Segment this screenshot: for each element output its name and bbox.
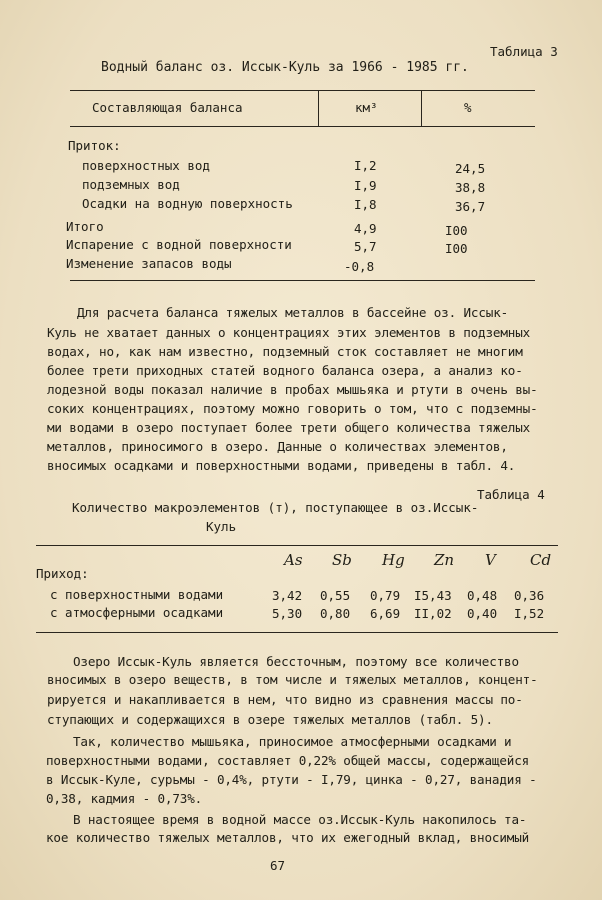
- table3-row-label: Осадки на водную поверхность: [82, 196, 293, 211]
- table3-row-pct: 36,7: [455, 199, 486, 214]
- table4-cell: 0,80: [320, 606, 351, 621]
- table4-cell: 0,55: [320, 588, 351, 603]
- text-line: Озеро Иссык-Куль является бессточным, поэтому все количество: [73, 654, 519, 669]
- table3-col-component: Составляющая баланса: [92, 100, 243, 115]
- text-line: ступающих и содержащихся в озере тяжелых металлов (табл. 5).: [47, 712, 493, 727]
- table3-row-km3: 4,9: [354, 221, 377, 236]
- table4-title-line2: Куль: [206, 519, 237, 534]
- table4-bottom-rule: [36, 632, 558, 633]
- text-line: ми водами в озеро поступает более трети общего количества тяжелых: [47, 420, 531, 435]
- table3-row-label: Итого: [66, 219, 104, 234]
- text-line: кое количество тяжелых металлов, что их ежегодный вклад, вносимый: [46, 830, 530, 845]
- table3-row-label: Изменение запасов воды: [66, 256, 232, 271]
- text-line: поверхностными водами, составляет 0,22% общей массы, содержащейся: [46, 753, 530, 768]
- table3-row-label: подземных вод: [82, 177, 180, 192]
- table4-number: Таблица 4: [477, 487, 545, 502]
- table3-col-percent: %: [464, 100, 472, 115]
- table4-cell: 0,48: [467, 588, 498, 603]
- table4-element-zn: Zn: [434, 551, 455, 569]
- table4-cell: 0,36: [514, 588, 545, 603]
- text-line: в Иссык-Куле, сурьмы - 0,4%, ртути - I,79, цинка - 0,27, ванадия -: [46, 772, 537, 787]
- table4-element-v: V: [485, 551, 496, 569]
- table3-row-label: поверхностных вод: [82, 158, 210, 173]
- table4-element-sb: Sb: [332, 551, 352, 569]
- table3-row-pct: I00: [445, 223, 468, 238]
- table3-col-km3: км³: [355, 100, 378, 115]
- table3-title: Водный баланс оз. Иссык-Куль за 1966 - 1985 гг.: [101, 60, 469, 75]
- text-line: вносимых в озеро веществ, в том числе и тяжелых металлов, концент-: [47, 672, 538, 687]
- table4-cell: 6,69: [370, 606, 401, 621]
- text-line: Для расчета баланса тяжелых металлов в бассейне оз. Иссык-: [77, 305, 509, 320]
- table3-header-rule: [70, 126, 535, 127]
- table3-row-pct: 24,5: [455, 161, 486, 176]
- text-line: В настоящее время в водной массе оз.Иссык-Куль накопилось та-: [73, 812, 527, 827]
- text-line: соких концентрациях, поэтому можно говорить о том, что с подземны-: [47, 401, 538, 416]
- table4-title-line1: Количество макроэлементов (т), поступающее в оз.Иссык-: [72, 500, 479, 515]
- table4-element-as: As: [284, 551, 303, 569]
- table3-row-km3: I,8: [354, 197, 377, 212]
- table4-cell: 5,30: [272, 606, 303, 621]
- table3-number: Таблица 3: [490, 44, 558, 59]
- text-line: металлов, приносимого в озеро. Данные о количествах элементов,: [47, 439, 508, 454]
- page-number: 67: [270, 858, 286, 873]
- table3-row-label: Испарение с водной поверхности: [66, 237, 292, 252]
- table4-element-hg: Hg: [382, 551, 405, 569]
- table3-row-label: Приток:: [68, 138, 121, 153]
- table3-row-km3: I,2: [354, 158, 377, 173]
- text-line: лодезной воды показал наличие в пробах мышьяка и ртути в очень вы-: [47, 382, 538, 397]
- text-line: Так, количество мышьяка, приносимое атмосферными осадками и: [73, 734, 512, 749]
- table3-row-km3: I,9: [354, 178, 377, 193]
- text-line: Куль не хватает данных о концентрациях этих элементов в подземных: [47, 325, 531, 340]
- table3-top-rule: [70, 90, 535, 91]
- text-line: 0,38, кадмия - 0,73%.: [46, 791, 203, 806]
- table3-bottom-rule: [70, 280, 535, 281]
- table3-row-pct: I00: [445, 241, 468, 256]
- table4-cell: II,02: [414, 606, 452, 621]
- text-line: водах, но, как нам известно, подземный сток составляет не многим: [47, 344, 523, 359]
- text-line: вносимых осадками и поверхностными водами, приведены в табл. 4.: [47, 458, 516, 473]
- table3-row-km3: -0,8: [344, 259, 375, 274]
- table4-top-rule: [36, 545, 558, 546]
- table4-row-label: с поверхностными водами: [50, 587, 224, 602]
- table4-cell: 0,79: [370, 588, 401, 603]
- table4-element-cd: Cd: [530, 551, 552, 569]
- text-line: рируется и накапливается в нем, что видно из сравнения массы по-: [47, 692, 523, 707]
- table4-cell: I5,43: [414, 588, 452, 603]
- table4-row-label: с атмосферными осадками: [50, 605, 224, 620]
- table3-col-divider-1: [318, 90, 319, 127]
- table4-cell: 0,40: [467, 606, 498, 621]
- table3-col-divider-2: [421, 90, 422, 127]
- table3-row-pct: 38,8: [455, 180, 486, 195]
- table4-cell: I,52: [514, 606, 545, 621]
- table4-cell: 3,42: [272, 588, 303, 603]
- text-line: более трети приходных статей водного баланса озера, а анализ ко-: [47, 363, 523, 378]
- table4-group-label: Приход:: [36, 566, 89, 581]
- table3-row-km3: 5,7: [354, 239, 377, 254]
